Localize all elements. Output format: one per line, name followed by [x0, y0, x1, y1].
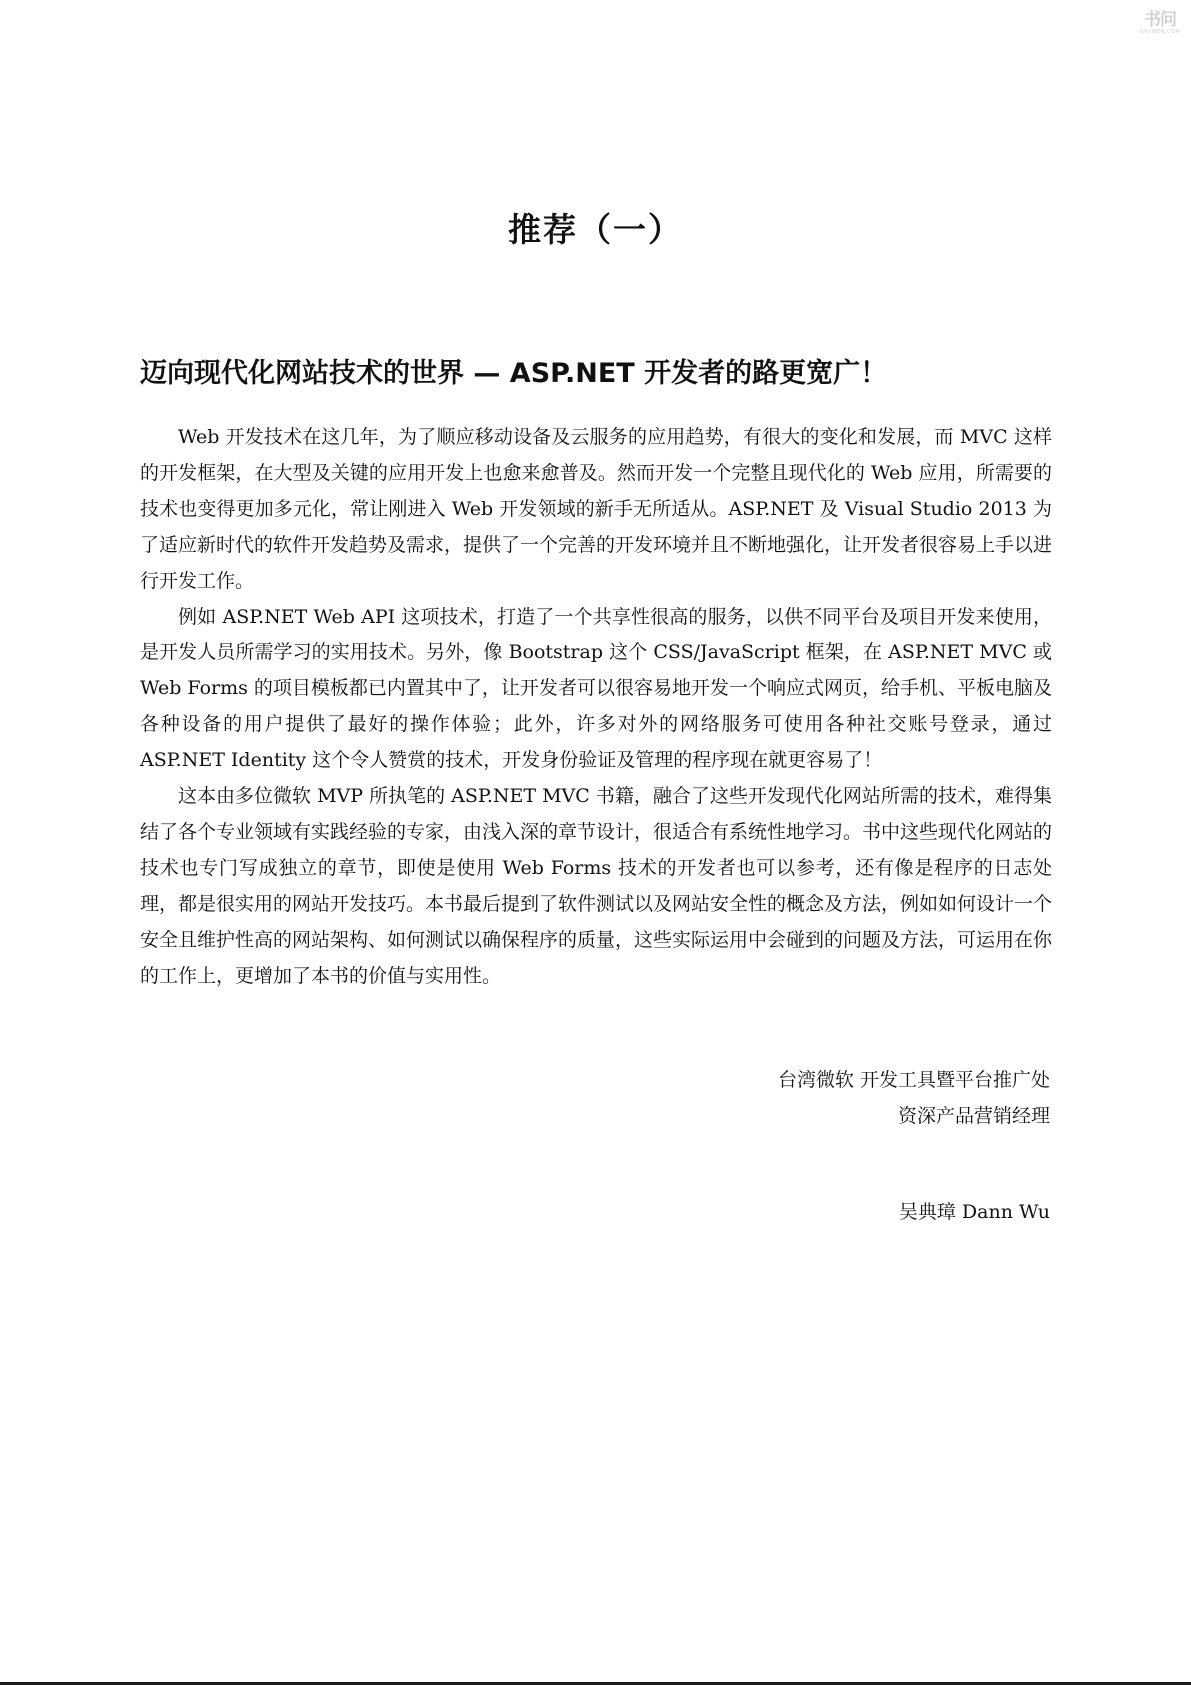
paragraph-1: Web 开发技术在这几年，为了顺应移动设备及云服务的应用趋势，有很大的变化和发展，而 MVC 这样的开发框架，在大型及关键的应用开发上也愈来愈普及。然而开发一个完整且现代化的 Web 应用，所需要的技术也变得更加多元化，常让刚进入 Web 开发领域的新手无所适从。ASP.NET 及 Visual Studio 2013 为了适应新时代的软件开发趋势及需求，提供了一个完善的开发环境并且不断地强化，让开发者很容易上手以进行开发工作。	[140, 426, 1053, 592]
signature-block	[778, 1062, 1050, 1134]
article-subtitle: 迈向现代化网站技术的世界 — ASP.NET 开发者的路更宽广！	[140, 358, 888, 389]
watermark-subtext: SHUWEN.COM	[1139, 29, 1181, 35]
watermark-logo	[1139, 6, 1181, 40]
author-name: 吴典璋 Dann Wu	[898, 1201, 1050, 1223]
watermark-text: 书问	[1144, 10, 1176, 30]
page-title: 推荐（一）	[508, 210, 683, 249]
signature-organization: 台湾微软 开发工具暨平台推广处	[777, 1069, 1050, 1091]
paragraph-2: 例如 ASP.NET Web API 这项技术，打造了一个共享性很高的服务，以供不同平台及项目开发来使用，是开发人员所需学习的实用技术。另外，像 Bootstrap 这个 CSS/JavaScript 框架，在 ASP.NET MVC 或 Web Forms 的项目模板都已内置其中了，让开发者可以很容易地开发一个响应式网页，给手机、平板电脑及各种设备的用户提供了最好的操作体验；此外，许多对外的网络服务可使用各种社交账号登录，通过 ASP.NET Identity 这个令人赞赏的技术，开发身份验证及管理的程序现在就更容易了！	[140, 605, 1052, 772]
signature-role: 资深产品营销经理	[897, 1105, 1050, 1127]
body-text	[140, 420, 1052, 995]
paragraph-3: 这本由多位微软 MVP 所执笔的 ASP.NET MVC 书籍，融合了这些开发现代化网站所需的技术，难得集结了各个专业领域有实践经验的专家，由浅入深的章节设计，很适合有系统性地学习。书中这些现代化网站的技术也专门写成独立的章节，即使是使用 Web Forms 技术的开发者也可以参考，还有像是程序的日志处理，都是很实用的网站开发技巧。本书最后提到了软件测试以及网站安全性的概念及方法，例如如何设计一个安全且维护性高的网站架构、如何测试以确保程序的质量，这些实际运用中会碰到的问题及方法，可运用在你的工作上，更增加了本书的价值与实用性。	[140, 785, 1053, 987]
